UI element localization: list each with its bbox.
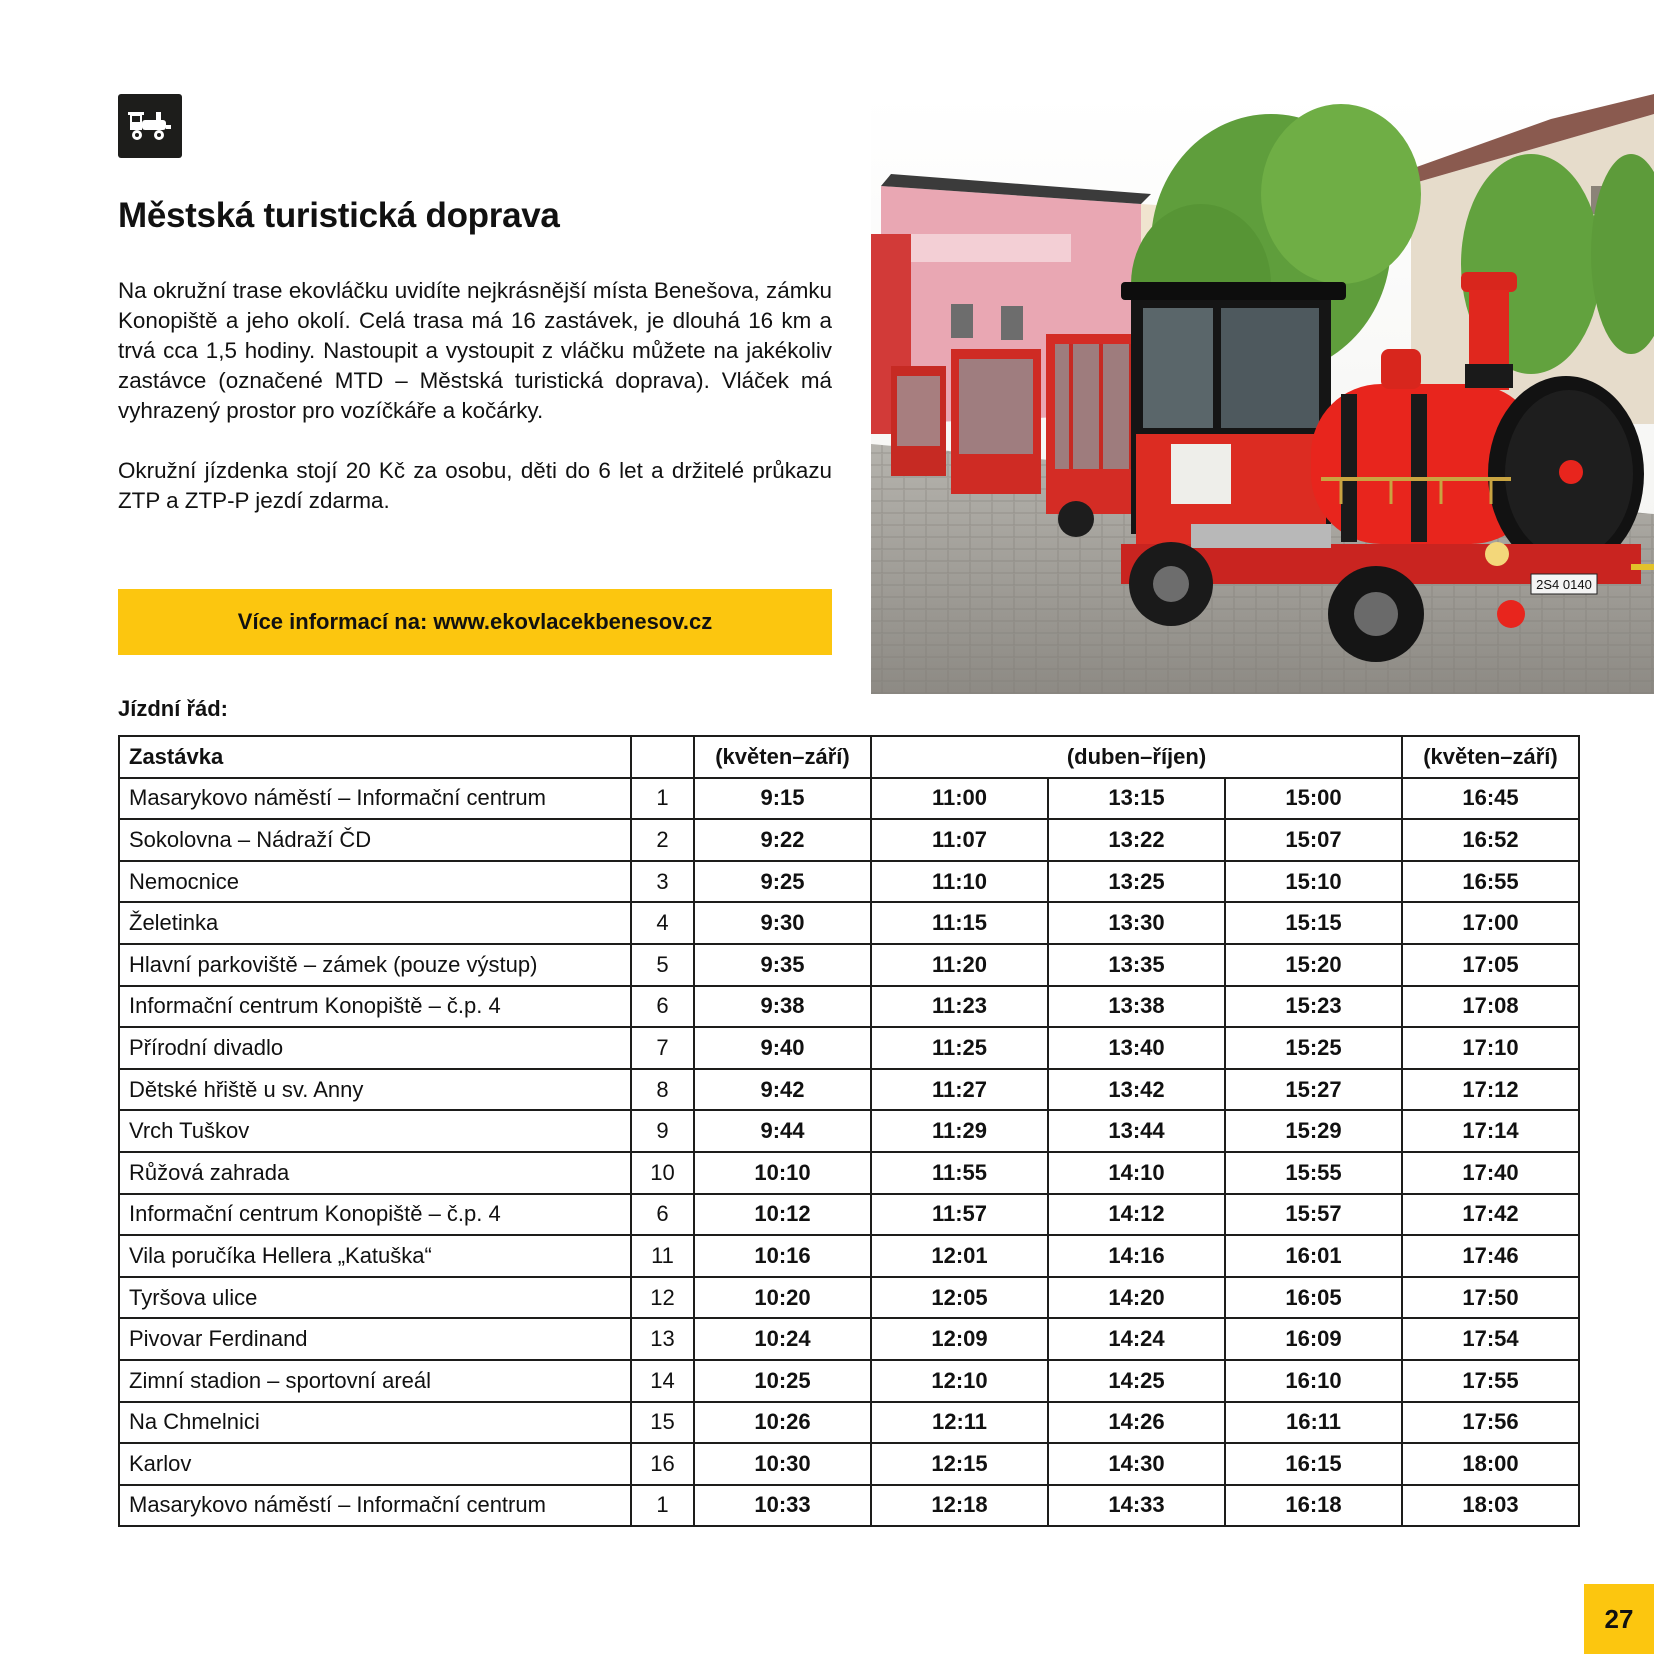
time-cell: 18:03 xyxy=(1402,1485,1579,1527)
time-cell: 10:12 xyxy=(694,1194,871,1236)
time-cell: 9:38 xyxy=(694,986,871,1028)
stop-number: 15 xyxy=(631,1402,694,1444)
stop-number: 1 xyxy=(631,778,694,820)
time-cell: 14:10 xyxy=(1048,1152,1225,1194)
time-cell: 15:25 xyxy=(1225,1027,1402,1069)
time-cell: 9:15 xyxy=(694,778,871,820)
schedule-label: Jízdní řád: xyxy=(118,696,229,721)
time-cell: 11:00 xyxy=(871,778,1048,820)
more-info-text: Více informací na: www.ekovlacekbenesov.cz xyxy=(237,609,713,634)
time-cell: 13:22 xyxy=(1048,819,1225,861)
stop-name: Tyršova ulice xyxy=(119,1277,631,1319)
header-stop: Zastávka xyxy=(119,736,631,778)
time-cell: 16:11 xyxy=(1225,1402,1402,1444)
stop-name: Sokolovna – Nádraží ČD xyxy=(119,819,631,861)
time-cell: 14:30 xyxy=(1048,1443,1225,1485)
page-number: 27 xyxy=(1584,1584,1654,1654)
time-cell: 17:54 xyxy=(1402,1318,1579,1360)
time-cell: 11:57 xyxy=(871,1194,1048,1236)
stop-number: 3 xyxy=(631,861,694,903)
time-cell: 9:40 xyxy=(694,1027,871,1069)
time-cell: 16:45 xyxy=(1402,778,1579,820)
time-cell: 13:40 xyxy=(1048,1027,1225,1069)
time-cell: 15:55 xyxy=(1225,1152,1402,1194)
table-row xyxy=(119,944,1579,986)
stop-number: 9 xyxy=(631,1110,694,1152)
stop-name: Karlov xyxy=(119,1443,631,1485)
table-row xyxy=(119,1402,1579,1444)
time-cell: 12:11 xyxy=(871,1402,1048,1444)
stop-number: 11 xyxy=(631,1235,694,1277)
train-icon xyxy=(128,108,172,144)
stop-number: 16 xyxy=(631,1443,694,1485)
time-cell: 10:33 xyxy=(694,1485,871,1527)
time-cell: 14:33 xyxy=(1048,1485,1225,1527)
time-cell: 9:35 xyxy=(694,944,871,986)
time-cell: 13:44 xyxy=(1048,1110,1225,1152)
time-cell: 11:55 xyxy=(871,1152,1048,1194)
time-cell: 12:01 xyxy=(871,1235,1048,1277)
stop-name: Masarykovo náměstí – Informační centrum xyxy=(119,1485,631,1527)
time-cell: 15:00 xyxy=(1225,778,1402,820)
stop-number: 12 xyxy=(631,1277,694,1319)
header-season-may-sep-evening: (květen–září) xyxy=(1402,736,1579,778)
stop-name: Nemocnice xyxy=(119,861,631,903)
time-cell: 17:08 xyxy=(1402,986,1579,1028)
time-cell: 13:38 xyxy=(1048,986,1225,1028)
time-cell: 14:16 xyxy=(1048,1235,1225,1277)
time-cell: 11:10 xyxy=(871,861,1048,903)
time-cell: 10:25 xyxy=(694,1360,871,1402)
table-row xyxy=(119,861,1579,903)
time-cell: 16:55 xyxy=(1402,861,1579,903)
stop-number: 8 xyxy=(631,1069,694,1111)
time-cell: 17:10 xyxy=(1402,1027,1579,1069)
time-cell: 12:15 xyxy=(871,1443,1048,1485)
table-row xyxy=(119,1069,1579,1111)
time-cell: 13:15 xyxy=(1048,778,1225,820)
time-cell: 17:56 xyxy=(1402,1402,1579,1444)
time-cell: 10:10 xyxy=(694,1152,871,1194)
train-photo xyxy=(871,94,1654,694)
time-cell: 12:05 xyxy=(871,1277,1048,1319)
more-info-banner[interactable] xyxy=(118,589,832,655)
stop-name: Informační centrum Konopiště – č.p. 4 xyxy=(119,1194,631,1236)
license-plate: 2S4 0140 xyxy=(1536,577,1592,592)
stop-number: 13 xyxy=(631,1318,694,1360)
time-cell: 16:09 xyxy=(1225,1318,1402,1360)
time-cell: 15:10 xyxy=(1225,861,1402,903)
time-cell: 11:23 xyxy=(871,986,1048,1028)
stop-name: Želetinka xyxy=(119,902,631,944)
time-cell: 11:15 xyxy=(871,902,1048,944)
stop-number: 6 xyxy=(631,1194,694,1236)
table-row xyxy=(119,1027,1579,1069)
time-cell: 15:15 xyxy=(1225,902,1402,944)
time-cell: 12:09 xyxy=(871,1318,1048,1360)
time-cell: 16:52 xyxy=(1402,819,1579,861)
time-cell: 17:14 xyxy=(1402,1110,1579,1152)
time-cell: 16:01 xyxy=(1225,1235,1402,1277)
header-season-apr-oct: (duben–říjen) xyxy=(871,736,1402,778)
table-row xyxy=(119,1318,1579,1360)
table-row xyxy=(119,902,1579,944)
time-cell: 13:30 xyxy=(1048,902,1225,944)
stop-number: 7 xyxy=(631,1027,694,1069)
time-cell: 10:26 xyxy=(694,1402,871,1444)
time-cell: 13:35 xyxy=(1048,944,1225,986)
time-cell: 9:25 xyxy=(694,861,871,903)
intro-paragraph: Na okružní trase ekovláčku uvidíte nejkrásnější místa Benešova, zámku Konopiště a jeho okolí. Celá trasa má 16 zastávek, je dlouhá 16 km a trvá cca 1,5 hodiny. Nastoupit a vystoupit z vláčku můžete na jakékoliv zastávce (označené MTD – Městská turistická doprava). Vláček má vyhrazený prostor pro vozíčkáře a kočárky. xyxy=(118,278,832,423)
stop-name: Vila poručíka Hellera „Katuška“ xyxy=(119,1235,631,1277)
time-cell: 17:12 xyxy=(1402,1069,1579,1111)
time-cell: 11:20 xyxy=(871,944,1048,986)
stop-name: Přírodní divadlo xyxy=(119,1027,631,1069)
table-row xyxy=(119,778,1579,820)
stop-name: Masarykovo náměstí – Informační centrum xyxy=(119,778,631,820)
stop-name: Vrch Tuškov xyxy=(119,1110,631,1152)
time-cell: 15:20 xyxy=(1225,944,1402,986)
time-cell: 14:20 xyxy=(1048,1277,1225,1319)
time-cell: 11:27 xyxy=(871,1069,1048,1111)
fare-paragraph: Okružní jízdenka stojí 20 Kč za osobu, děti do 6 let a držitelé průkazu ZTP a ZTP-P jezdí zdarma. xyxy=(118,458,832,513)
train-icon-box xyxy=(118,94,182,158)
time-cell: 14:12 xyxy=(1048,1194,1225,1236)
stop-number: 1 xyxy=(631,1485,694,1527)
stop-name: Na Chmelnici xyxy=(119,1402,631,1444)
time-cell: 10:30 xyxy=(694,1443,871,1485)
time-cell: 9:42 xyxy=(694,1069,871,1111)
page-title: Městská turistická doprava xyxy=(118,196,560,235)
time-cell: 16:10 xyxy=(1225,1360,1402,1402)
time-cell: 15:57 xyxy=(1225,1194,1402,1236)
time-cell: 10:24 xyxy=(694,1318,871,1360)
table-row xyxy=(119,1277,1579,1319)
time-cell: 17:46 xyxy=(1402,1235,1579,1277)
stop-number: 5 xyxy=(631,944,694,986)
stop-number: 10 xyxy=(631,1152,694,1194)
time-cell: 15:29 xyxy=(1225,1110,1402,1152)
timetable-header xyxy=(119,736,1579,778)
time-cell: 15:23 xyxy=(1225,986,1402,1028)
time-cell: 9:44 xyxy=(694,1110,871,1152)
time-cell: 17:05 xyxy=(1402,944,1579,986)
table-row xyxy=(119,1235,1579,1277)
time-cell: 12:10 xyxy=(871,1360,1048,1402)
time-cell: 14:24 xyxy=(1048,1318,1225,1360)
header-season-may-sep: (květen–září) xyxy=(694,736,871,778)
time-cell: 17:55 xyxy=(1402,1360,1579,1402)
time-cell: 16:15 xyxy=(1225,1443,1402,1485)
time-cell: 11:29 xyxy=(871,1110,1048,1152)
stop-name: Dětské hřiště u sv. Anny xyxy=(119,1069,631,1111)
time-cell: 16:18 xyxy=(1225,1485,1402,1527)
table-row xyxy=(119,1360,1579,1402)
stop-number: 2 xyxy=(631,819,694,861)
time-cell: 11:07 xyxy=(871,819,1048,861)
timetable xyxy=(118,735,1580,1527)
time-cell: 14:26 xyxy=(1048,1402,1225,1444)
table-row xyxy=(119,1110,1579,1152)
stop-number: 6 xyxy=(631,986,694,1028)
table-row xyxy=(119,1485,1579,1527)
table-row xyxy=(119,986,1579,1028)
time-cell: 14:25 xyxy=(1048,1360,1225,1402)
time-cell: 12:18 xyxy=(871,1485,1048,1527)
time-cell: 15:07 xyxy=(1225,819,1402,861)
table-row xyxy=(119,1194,1579,1236)
time-cell: 16:05 xyxy=(1225,1277,1402,1319)
time-cell: 9:22 xyxy=(694,819,871,861)
stop-name: Růžová zahrada xyxy=(119,1152,631,1194)
stop-name: Pivovar Ferdinand xyxy=(119,1318,631,1360)
time-cell: 17:40 xyxy=(1402,1152,1579,1194)
time-cell: 18:00 xyxy=(1402,1443,1579,1485)
time-cell: 17:42 xyxy=(1402,1194,1579,1236)
time-cell: 10:20 xyxy=(694,1277,871,1319)
time-cell: 13:42 xyxy=(1048,1069,1225,1111)
stop-name: Informační centrum Konopiště – č.p. 4 xyxy=(119,986,631,1028)
time-cell: 17:50 xyxy=(1402,1277,1579,1319)
time-cell: 9:30 xyxy=(694,902,871,944)
table-row xyxy=(119,819,1579,861)
time-cell: 15:27 xyxy=(1225,1069,1402,1111)
stop-number: 14 xyxy=(631,1360,694,1402)
table-row xyxy=(119,1152,1579,1194)
stop-name: Zimní stadion – sportovní areál xyxy=(119,1360,631,1402)
time-cell: 11:25 xyxy=(871,1027,1048,1069)
time-cell: 17:00 xyxy=(1402,902,1579,944)
stop-number: 4 xyxy=(631,902,694,944)
table-row xyxy=(119,1443,1579,1485)
header-num xyxy=(631,736,694,778)
time-cell: 10:16 xyxy=(694,1235,871,1277)
stop-name: Hlavní parkoviště – zámek (pouze výstup) xyxy=(119,944,631,986)
time-cell: 13:25 xyxy=(1048,861,1225,903)
